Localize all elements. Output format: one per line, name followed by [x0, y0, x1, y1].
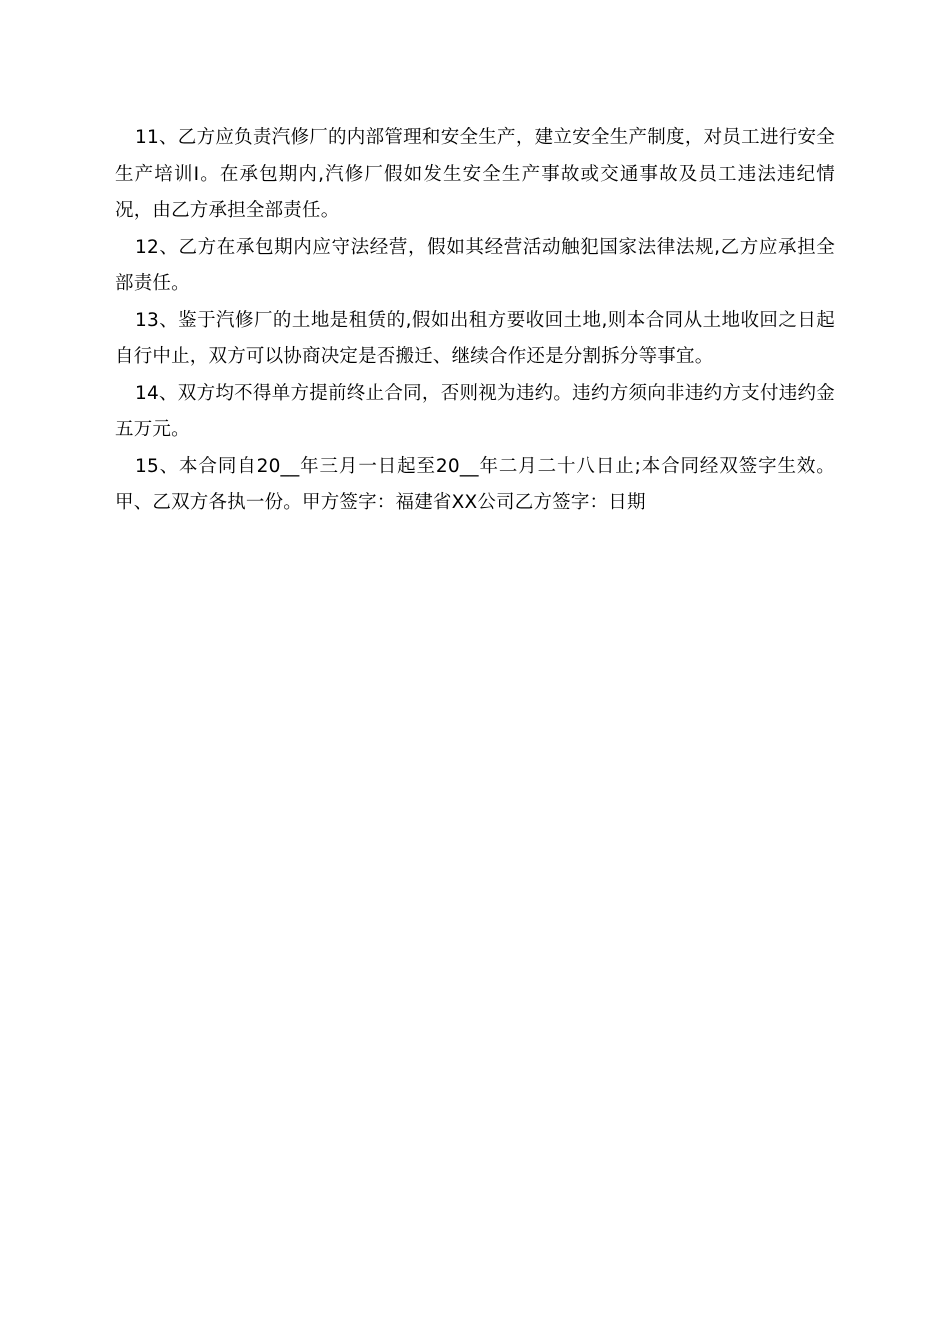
- clause-13: 13、鉴于汽修厂的土地是租赁的,假如出租方要收回土地,则本合同从土地收回之日起自行中止，双方可以协商决定是否搬迁、继续合作还是分割拆分等事宜。: [115, 309, 835, 367]
- clause-11: 11、乙方应负责汽修厂的内部管理和安全生产，建立安全生产制度，对员工进行安全生产培训I。在承包期内,汽修厂假如发生安全生产事故或交通事故及员工违法违纪情况，由乙方承担全部责任。: [115, 127, 835, 221]
- clause-15-signatures: 15、本合同自20__年三月一日起至20__年二月二十八日止;本合同经双签字生效。甲、乙双方各执一份。甲方签字：福建省XX公司乙方签字：日期: [115, 455, 835, 513]
- clause-14: 14、双方均不得单方提前终止合同，否则视为违约。违约方须向非违约方支付违约金五万元。: [115, 382, 835, 440]
- clause-12: 12、乙方在承包期内应守法经营，假如其经营活动触犯国家法律法规,乙方应承担全部责任。: [115, 236, 835, 294]
- document-body: [115, 120, 835, 522]
